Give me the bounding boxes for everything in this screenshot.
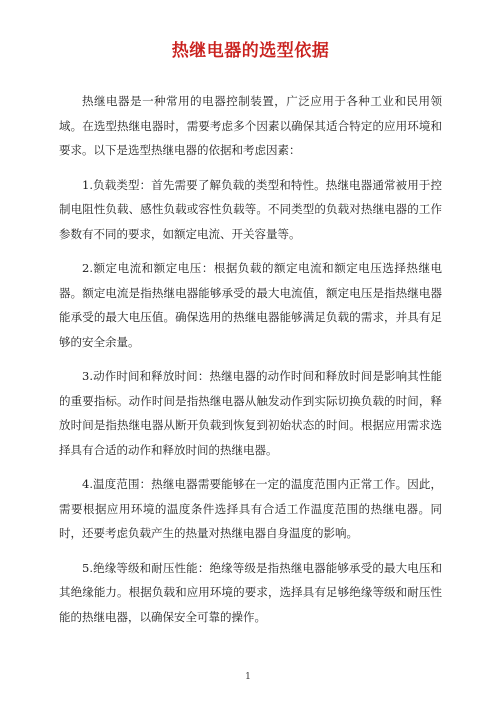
document-title: 热继电器的选型依据 — [171, 41, 330, 61]
paragraph-load-type: 1.负载类型：首先需要了解负载的类型和特性。热继电器通常被用于控制电阻性负载、感性负载或容性负载等。不同类型的负载对热继电器的工作参数有不同的要求，如额定电流、开关容量等。 — [59, 177, 442, 241]
paragraph-temperature-range: 4.温度范围：热继电器需要能够在一定的温度范围内正常工作。因此，需要根据应用环境的温度条件选择具有合适工作温度范围的热继电器。同时，还要考虑负载产生的热量对热继电器自身温度的影响。 — [59, 477, 442, 540]
paragraph-rated-current-voltage: 2.额定电流和额定电压：根据负载的额定电流和额定电压选择热继电器。额定电流是指热继电器能够承受的最大电流值，额定电压是指热继电器能承受的最大电压值。确保选用的热继电器能够满足负载的需求，并具有足够的安全余量。 — [59, 261, 442, 349]
paragraph-intro: 热继电器是一种常用的电器控制装置，广泛应用于各种工业和民用领域。在选型热继电器时，需要考虑多个因素以确保其适合特定的应用环境和要求。以下是选型热继电器的依据和考虑因素： — [59, 94, 442, 157]
paragraph-insulation: 5.绝缘等级和耐压性能：绝缘等级是指热继电器能够承受的最大电压和其绝缘能力。根据负载和应用环境的要求，选择具有足够绝缘等级和耐压性能的热继电器，以确保安全可靠的操作。 — [59, 560, 442, 624]
page-number: 1 — [245, 672, 251, 682]
paragraph-action-release-time: 3.动作时间和释放时间：热继电器的动作时间和释放时间是影响其性能的重要指标。动作时间是指热继电器从触发动作到实际切换负载的时间，释放时间是指热继电器从断开负载到恢复到初始状态的时间。根据应用需求选择具有合适的动作和释放时间的热继电器。 — [59, 369, 442, 457]
